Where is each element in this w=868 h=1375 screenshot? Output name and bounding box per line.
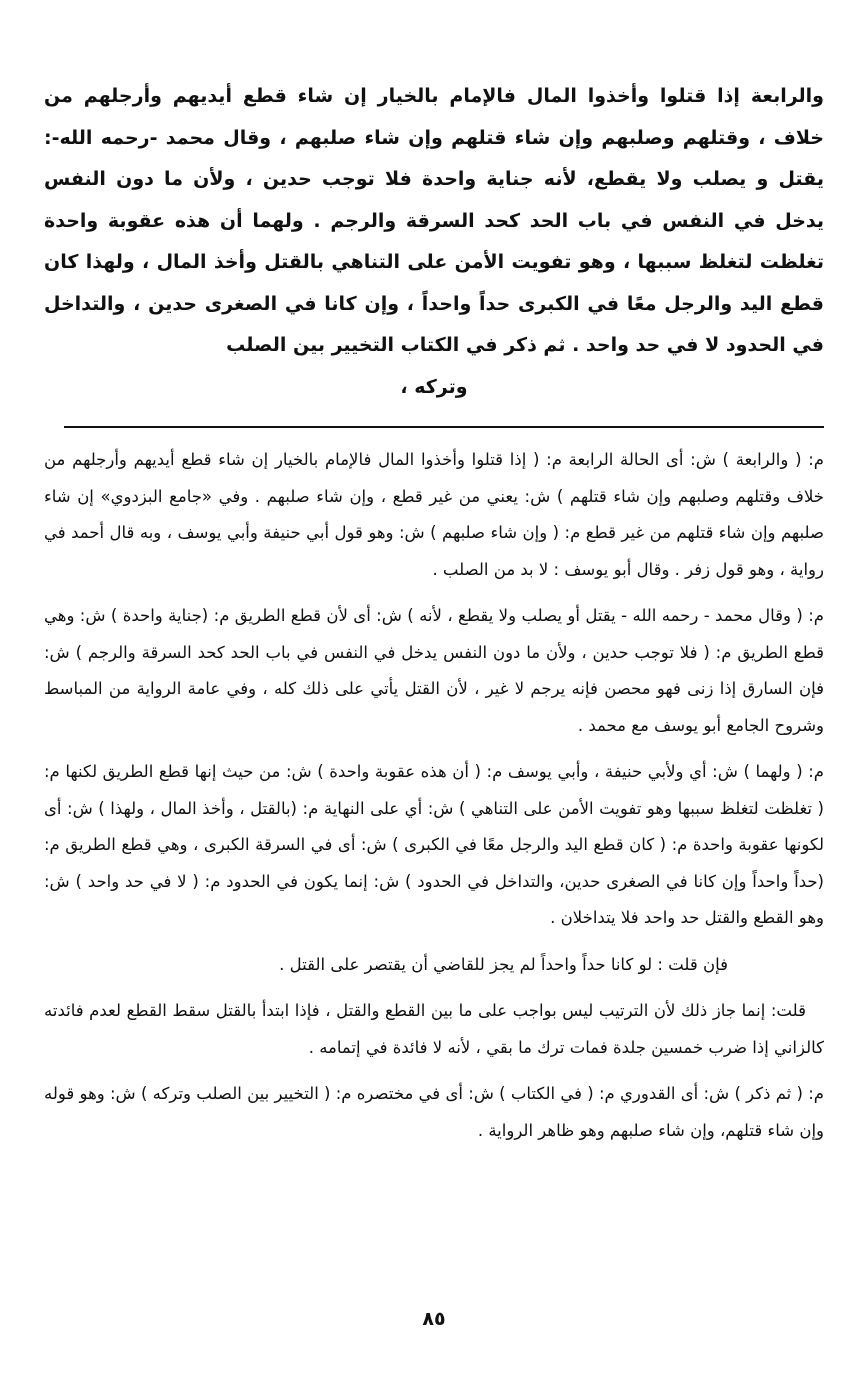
commentary-paragraph: م: ( وقال محمد - رحمه الله - يقتل أو يصلب ولا يقطع ، لأنه ) ش: أى لأن قطع الطريق م: (جناية واحدة ) ش: وهي قطع الطريق م: ( فلا توجب حدين ، ولأن ما دون النفس يدخل في النفس في باب الحد كحد السرقة والرجم ) ش: فإن السارق إذا زنى فهو محصن فإنه يرجم لا غير ، لأن القتل يأتي على ذلك كله ، وفي عامة الرواية من المباسط وشروح الجامع أبو يوسف مع محمد . (44, 606, 824, 735)
main-closing-line: وتركه ، (400, 375, 468, 398)
objection-paragraph: فإن قلت : لو كانا حداً واحداً لم يجز للقاضي أن يقتصر على القتل . (279, 954, 728, 974)
page-body (44, 76, 824, 1159)
commentary-paragraph: م: ( ثم ذكر ) ش: أى القدوري م: ( في الكتاب ) ش: أى في مختصره م: ( التخيير بين الصلب وتركه ) ش: وهو قوله وإن شاء قتلهم، وإن شاء صلبهم وهو ظاهر الرواية . (44, 1084, 824, 1140)
commentary-paragraph: م: ( والرابعة ) ش: أى الحالة الرابعة م: ( إذا قتلوا وأخذوا المال فالإمام بالخيار إن شاء قطع أيديهم وأرجلهم من خلاف وقتلهم وصلبهم وإن شاء قتلهم ) ش: يعني من غير قطع ، وإن شاء صلبهم . وفي «جامع البزدوي» إن شاء صلبهم وإن شاء قتلهم من غير قطع م: ( وإن شاء صلبهم ) ش: وهو قول أبي حنيفة وأبي يوسف ، وبه قال أحمد في رواية ، وهو قول زفر . وقال أبو يوسف : لا بد من الصلب . (44, 450, 824, 579)
answer-paragraph: قلت: إنما جاز ذلك لأن الترتيب ليس بواجب على ما بين القطع والقتل ، فإذا ابتدأ بالقتل سقط القطع لعدم فائدته كالزاني إذا ضرب خمسين جلدة فمات ترك ما بقي ، لأنه لا فائدة في إتمامه . (44, 1001, 824, 1057)
commentary-section (44, 442, 824, 1149)
main-text (44, 76, 824, 408)
main-paragraph: والرابعة إذا قتلوا وأخذوا المال فالإمام بالخيار إن شاء قطع أيديهم وأرجلهم من خلاف ، وقتلهم وصلبهم وإن شاء قتلهم وإن شاء صلبهم ، وقال محمد -رحمه الله-: يقتل و يصلب ولا يقطع، لأنه جناية واحدة فلا توجب حدين ، ولأن ما دون النفس يدخل في النفس في باب الحد كحد السرقة والرجم . ولهما أن هذه عقوبة واحدة تغلظت لتغلظ سببها ، وهو تفويت الأمن على التناهي بالقتل وأخذ المال ، ولهذا كان قطع اليد والرجل معًا في الكبرى حداً واحداً ، وإن كانا في الصغرى حدين ، والتداخل في الحدود لا في حد واحد . ثم ذكر في الكتاب التخيير بين الصلب (44, 85, 824, 356)
commentary-paragraph: م: ( ولهما ) ش: أي ولأبي حنيفة ، وأبي يوسف م: ( أن هذه عقوبة واحدة ) ش: من حيث إنها قطع الطريق لكنها م: ( تغلظت لتغلظ سببها وهو تفويت الأمن على التناهي ) ش: أي على النهاية م: (بالقتل ، وأخذ المال ، ولهذا ) ش: أى لكونها عقوبة واحدة م: ( كان قطع اليد والرجل معًا في الكبرى ) ش: أى في السرقة الكبرى ، وهي قطع الطريق م: (حداً واحداً وإن كانا في الصغرى حدين، والتداخل في الحدود ) ش: إنما يكون في الحدود م: ( لا في حد واحد ) ش: وهو القطع والقتل حد واحد فلا يتداخلان . (44, 762, 824, 927)
page-number: ٨٥ (422, 1308, 446, 1330)
footnote-divider (64, 426, 824, 428)
